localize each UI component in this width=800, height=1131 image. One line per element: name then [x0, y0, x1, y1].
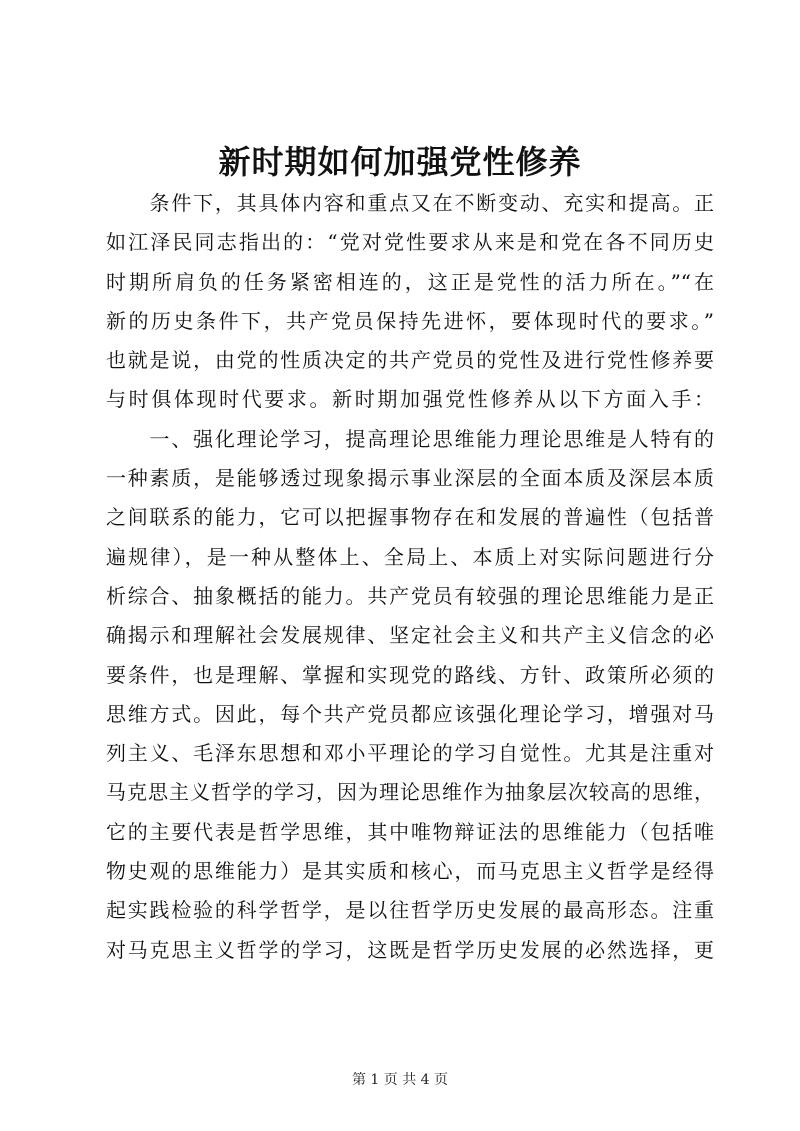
text-line: 也就是说，由党的性质决定的共产党员的党性及进行党性修养要: [106, 348, 714, 373]
text-line: 条件下，其具体内容和重点又在不断变动、充实和提高。正: [106, 191, 714, 215]
text-line: 起实践检验的科学哲学，是以往哲学历史发展的最高形态。注重: [106, 898, 714, 923]
text-line: 一、强化理论学习，提高理论思维能力理论思维是人特有的: [106, 426, 714, 451]
text-line: 一种素质，是能够透过现象揭示事业深层的全面本质及深层本质: [106, 466, 714, 491]
text-line: 之间联系的能力，它可以把握事物存在和发展的普遍性（包括普: [106, 505, 714, 530]
text-line: 与时俱体现时代要求。新时期加强党性修养从以下方面入手：: [106, 387, 714, 412]
text-line: 析综合、抽象概括的能力。共产党员有较强的理论思维能力是正: [106, 583, 714, 608]
text-line: 如江泽民同志指出的：“党对党性要求从来是和党在各不同历史: [106, 230, 714, 255]
text-line: 对马克思主义哲学的学习，这既是哲学历史发展的必然选择，更: [106, 937, 714, 962]
text-line: 它的主要代表是哲学思维，其中唯物辩证法的思维能力（包括唯: [106, 819, 714, 844]
text-line: 时期所肩负的任务紧密相连的，这正是党性的活力所在。”“在: [106, 269, 714, 294]
text-line: 遍规律），是一种从整体上、全局上、本质上对实际问题进行分: [106, 544, 714, 569]
text-line: 列主义、毛泽东思想和邓小平理论的学习自觉性。尤其是注重对: [106, 741, 714, 766]
page-footer: 第 1 页 共 4 页: [351, 1072, 449, 1088]
text-line: 确揭示和理解社会发展规律、坚定社会主义和共产主义信念的必: [106, 623, 714, 648]
text-line: 新的历史条件下，共产党员保持先进怀，要体现时代的要求。”: [106, 308, 714, 333]
text-line: 马克思主义哲学的学习，因为理论思维作为抽象层次较高的思维，: [106, 780, 714, 805]
text-line: 物史观的思维能力）是其实质和核心，而马克思主义哲学是经得: [106, 859, 714, 884]
document-body: [106, 184, 714, 970]
document-title: 新时期如何加强党性修养: [218, 143, 582, 181]
text-line: 思维方式。因此，每个共产党员都应该强化理论学习，增强对马: [106, 701, 714, 726]
text-line: 要条件，也是理解、掌握和实现党的路线、方针、政策所必须的: [106, 662, 714, 687]
